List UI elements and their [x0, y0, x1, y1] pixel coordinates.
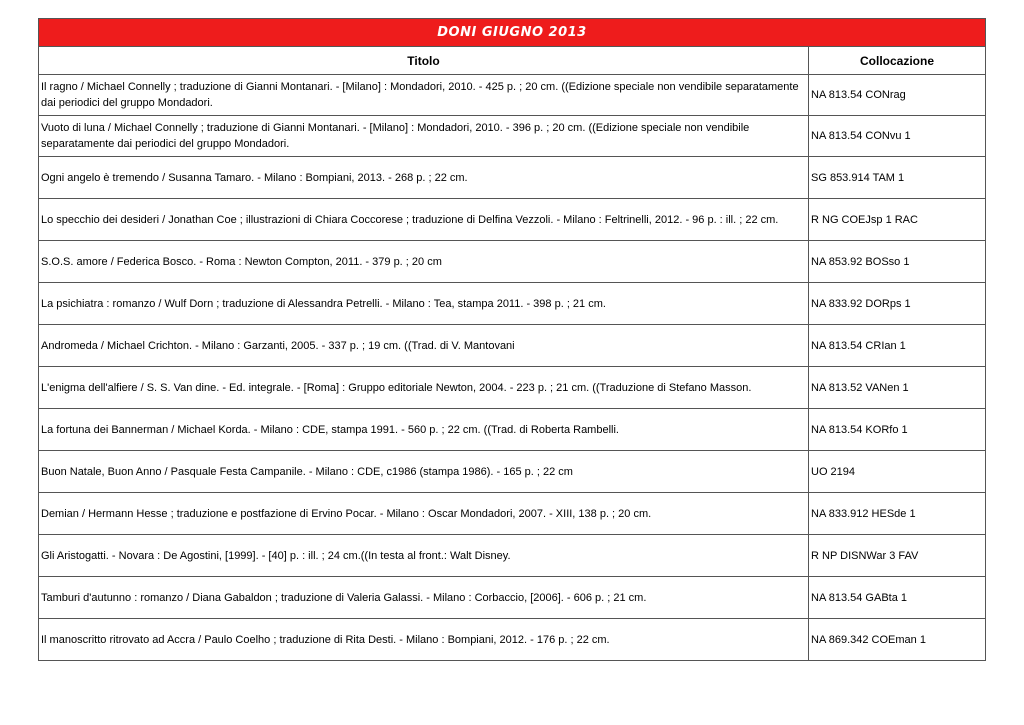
table-row	[39, 157, 986, 199]
row-title: Lo specchio dei desideri / Jonathan Coe ; illustrazioni di Chiara Coccorese ; traduzione di Delfina Vezzoli. - Milano : Feltrinelli, 2012. - 96 p. : ill. ; 22 cm.	[39, 199, 809, 241]
table-row	[39, 241, 986, 283]
row-title: La psichiatra : romanzo / Wulf Dorn ; traduzione di Alessandra Petrelli. - Milano : Tea, stampa 2011. - 398 p. ; 21 cm.	[39, 283, 809, 325]
row-location: NA 813.54 CONrag	[809, 75, 986, 116]
table-row	[39, 493, 986, 535]
sheet-title: DONI GIUGNO 2013	[39, 19, 986, 47]
table-row	[39, 367, 986, 409]
header-row	[39, 47, 986, 75]
row-location: NA 813.54 GABta 1	[809, 577, 986, 619]
table-row	[39, 535, 986, 577]
table-row	[39, 577, 986, 619]
column-header-title: Titolo	[39, 47, 809, 75]
row-title: Demian / Hermann Hesse ; traduzione e postfazione di Ervino Pocar. - Milano : Oscar Mondadori, 2007. - XIII, 138 p. ; 20 cm.	[39, 493, 809, 535]
row-location: NA 813.54 KORfo 1	[809, 409, 986, 451]
table-row	[39, 619, 986, 661]
row-title: Buon Natale, Buon Anno / Pasquale Festa Campanile. - Milano : CDE, c1986 (stampa 1986). - 165 p. ; 22 cm	[39, 451, 809, 493]
table-row	[39, 199, 986, 241]
table-row	[39, 116, 986, 157]
table-row	[39, 451, 986, 493]
table-row	[39, 75, 986, 116]
table-row	[39, 325, 986, 367]
row-location: R NP DISNWar 3 FAV	[809, 535, 986, 577]
row-title: Andromeda / Michael Crichton. - Milano : Garzanti, 2005. - 337 p. ; 19 cm. ((Trad. di V. Mantovani	[39, 325, 809, 367]
row-location: R NG COEJsp 1 RAC	[809, 199, 986, 241]
donations-table	[38, 18, 986, 661]
banner-row	[39, 19, 986, 47]
row-location: NA 813.54 CONvu 1	[809, 116, 986, 157]
row-title: Il ragno / Michael Connelly ; traduzione di Gianni Montanari. - [Milano] : Mondadori, 2010. - 425 p. ; 20 cm. ((Edizione speciale non vendibile separatamente dai periodici del gruppo Mondadori.	[39, 75, 809, 116]
row-title: S.O.S. amore / Federica Bosco. - Roma : Newton Compton, 2011. - 379 p. ; 20 cm	[39, 241, 809, 283]
row-title: La fortuna dei Bannerman / Michael Korda. - Milano : CDE, stampa 1991. - 560 p. ; 22 cm. ((Trad. di Roberta Rambelli.	[39, 409, 809, 451]
column-header-location: Collocazione	[809, 47, 986, 75]
donations-sheet	[38, 18, 985, 661]
row-title: L'enigma dell'alfiere / S. S. Van dine. - Ed. integrale. - [Roma] : Gruppo editoriale Newton, 2004. - 223 p. ; 21 cm. ((Traduzione di Stefano Masson.	[39, 367, 809, 409]
row-location: NA 833.92 DORps 1	[809, 283, 986, 325]
row-title: Gli Aristogatti. - Novara : De Agostini, [1999]. - [40] p. : ill. ; 24 cm.((In testa al front.: Walt Disney.	[39, 535, 809, 577]
row-title: Tamburi d'autunno : romanzo / Diana Gabaldon ; traduzione di Valeria Galassi. - Milano : Corbaccio, [2006]. - 606 p. ; 21 cm.	[39, 577, 809, 619]
row-title: Ogni angelo è tremendo / Susanna Tamaro. - Milano : Bompiani, 2013. - 268 p. ; 22 cm.	[39, 157, 809, 199]
row-location: NA 853.92 BOSso 1	[809, 241, 986, 283]
row-location: NA 833.912 HESde 1	[809, 493, 986, 535]
row-location: NA 869.342 COEman 1	[809, 619, 986, 661]
row-location: NA 813.54 CRIan 1	[809, 325, 986, 367]
table-row	[39, 283, 986, 325]
row-title: Vuoto di luna / Michael Connelly ; traduzione di Gianni Montanari. - [Milano] : Mondadori, 2010. - 396 p. ; 20 cm. ((Edizione speciale non vendibile separatamente dai periodici del gruppo Mondadori.	[39, 116, 809, 157]
row-location: NA 813.52 VANen 1	[809, 367, 986, 409]
row-location: UO 2194	[809, 451, 986, 493]
row-title: Il manoscritto ritrovato ad Accra / Paulo Coelho ; traduzione di Rita Desti. - Milano : Bompiani, 2012. - 176 p. ; 22 cm.	[39, 619, 809, 661]
row-location: SG 853.914 TAM 1	[809, 157, 986, 199]
table-row	[39, 409, 986, 451]
